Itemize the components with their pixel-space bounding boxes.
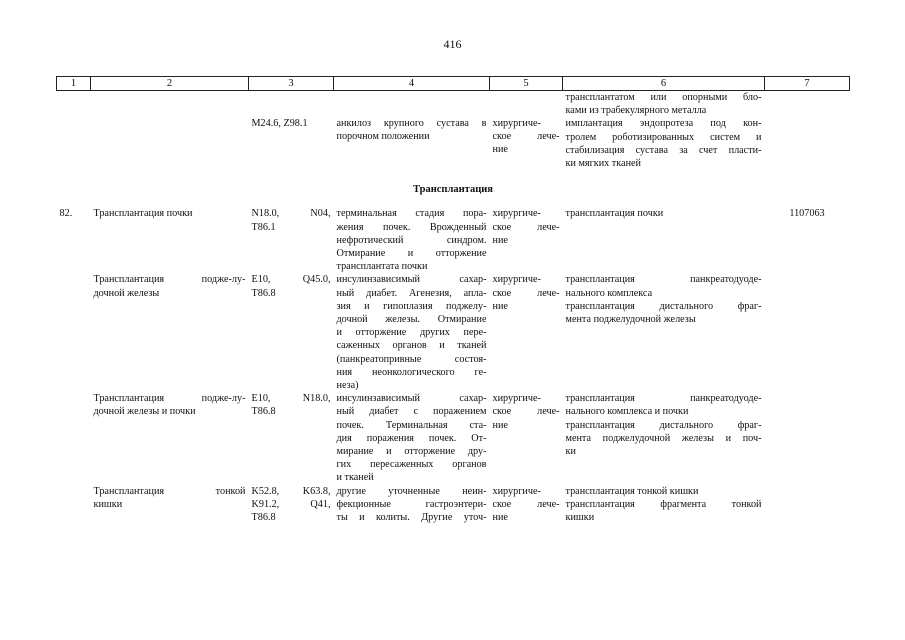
page-number: 416	[443, 37, 462, 51]
icd-code: T86.1	[251, 221, 276, 233]
intervention-name: лу-	[231, 393, 246, 405]
diagnosis-line: гих пересаженных органов	[336, 459, 487, 471]
diagnosis-line: неза)	[336, 380, 359, 392]
section-title: Трансплантация	[413, 184, 493, 196]
treatment-type: ние	[492, 512, 508, 524]
treatment-type: ское	[492, 406, 512, 418]
cost-value: 1107063	[789, 208, 825, 220]
treatment-type: ние	[492, 419, 508, 431]
icd-code: K63.8,	[302, 485, 331, 497]
icd-code: K52.8,	[251, 485, 280, 497]
icd-code: T86.8	[251, 512, 276, 524]
diagnosis-line: инсулинзависимый сахар-	[336, 274, 487, 286]
diagnosis-line: инсулинзависимый сахар-	[336, 393, 487, 405]
treatment-type: хирургиче-	[492, 208, 541, 220]
intervention-name: дочной железы и почки	[93, 406, 196, 418]
diagnosis-line: трансплантата почки	[336, 261, 428, 273]
diagnosis-line: зия и гипоплазия поджелу-	[336, 300, 487, 312]
diagnosis-line: нефротический синдром.	[336, 234, 487, 246]
method-line: трансплантация панкреатодуоде-	[565, 393, 762, 405]
diagnosis-line: мирание и отторжение дру-	[336, 446, 487, 458]
treatment-type: хирургиче-	[492, 393, 541, 405]
column-number-row	[57, 77, 850, 91]
diagnosis-line: порочном положении	[336, 131, 430, 143]
intervention-name: кишки	[93, 498, 123, 510]
column-number: 4	[334, 77, 490, 91]
table-row	[57, 207, 850, 273]
table-row	[57, 273, 850, 392]
diagnosis-line: анкилоз крупного сустава в	[336, 118, 487, 129]
icd-code: E10,	[251, 274, 271, 286]
diagnosis-line: и отторжение других пере-	[336, 327, 487, 339]
treatment-type: хирургиче-	[492, 274, 541, 286]
diagnosis-line: ния неонкологического ге-	[336, 366, 487, 378]
diagnosis-line: саженных органов и тканей	[336, 340, 487, 352]
treatment-type: ние	[492, 300, 508, 312]
diagnosis-line: и тканей	[336, 472, 374, 484]
diagnosis-line: ный диабет. Агенезия, апла-	[336, 287, 487, 299]
icd-code: N18.0,	[302, 393, 331, 405]
treatment-type: хирургиче-	[492, 118, 541, 129]
icd-codes: M24.6, Z98.1	[251, 118, 308, 129]
method-line: нального комплекса	[565, 287, 653, 299]
method-line: трансплантация фрагмента тонкой	[565, 498, 762, 510]
medical-care-table	[56, 76, 850, 524]
intervention-name: Трансплантация тонкой	[93, 485, 246, 497]
table-row	[57, 392, 850, 484]
diagnosis-line: фекционные гастроэнтери-	[336, 498, 487, 510]
method-line: нального комплекса и почки	[565, 406, 689, 418]
treatment-type: ское	[492, 131, 512, 143]
icd-code: T86.8	[251, 406, 276, 418]
diagnosis-line: почек. Терминальная ста-	[336, 419, 487, 431]
treatment-type: ское	[492, 498, 512, 510]
row-number: 82.	[59, 208, 73, 220]
column-number: 5	[490, 77, 563, 91]
method-line: трансплантация тонкой кишки	[565, 485, 699, 497]
treatment-type: ское	[492, 287, 512, 299]
diagnosis-line: дия поражения почек. От-	[336, 432, 487, 444]
intervention-name: лу-	[231, 274, 246, 286]
method-line: мента поджелудочной железы и поч-	[565, 432, 762, 444]
method-line: имплантация эндопротеза под кон-	[565, 118, 762, 130]
table-row	[57, 485, 850, 525]
continuation-row	[57, 91, 850, 181]
method-line: мента поджелудочной железы	[565, 314, 696, 326]
treatment-type: лече-	[537, 406, 560, 418]
treatment-type: хирургиче-	[492, 485, 541, 497]
icd-code: Q45.0,	[302, 274, 331, 286]
section-row	[57, 180, 850, 207]
method-line: трансплантация дистального фраг-	[565, 300, 762, 312]
intervention-name: Трансплантация почки	[93, 208, 193, 220]
method-line: ками из трабекулярного металла	[565, 105, 707, 117]
method-line: трансплантация дистального фраг-	[565, 419, 762, 431]
treatment-type: лече-	[537, 498, 560, 510]
diagnosis-line: (панкреатопривные состоя-	[336, 353, 487, 365]
icd-code: K91.2,	[251, 498, 280, 510]
icd-code: Q41,	[310, 498, 331, 510]
method-line: трансплантация панкреатодуоде-	[565, 274, 762, 286]
column-number: 3	[249, 77, 334, 91]
diagnosis-line: ты и колиты. Другие уточ-	[336, 512, 487, 524]
diagnosis-line: терминальная стадия пора-	[336, 208, 487, 220]
method-line: тролем роботизированных систем и	[565, 131, 762, 143]
column-number: 2	[91, 77, 249, 91]
diagnosis-line: дочной железы. Отмирание	[336, 314, 487, 326]
treatment-type: ние	[492, 234, 508, 246]
treatment-type: ние	[492, 144, 508, 156]
method-line: кишки	[565, 512, 595, 524]
treatment-type: лече-	[537, 131, 560, 143]
method-line: трансплантатом или опорными бло-	[565, 92, 762, 103]
treatment-type: лече-	[537, 221, 560, 233]
diagnosis-line: ный диабет с поражением	[336, 406, 487, 418]
icd-code: E10,	[251, 393, 271, 405]
column-number: 6	[563, 77, 765, 91]
method-line: ки мягких тканей	[565, 158, 641, 170]
diagnosis-line: другие уточненные неин-	[336, 485, 487, 497]
intervention-name: Трансплантация подже-	[93, 274, 232, 286]
treatment-type: лече-	[537, 287, 560, 299]
diagnosis-line: Отмирание и отторжение	[336, 248, 487, 260]
diagnosis-line: жения почек. Врожденный	[336, 221, 487, 233]
icd-code: N04,	[310, 208, 331, 220]
column-number: 7	[765, 77, 850, 91]
method-line: трансплантация почки	[565, 208, 664, 220]
method-line: ки	[565, 446, 576, 458]
intervention-name: дочной железы	[93, 287, 160, 299]
icd-code: N18.0,	[251, 208, 280, 220]
column-number: 1	[57, 77, 91, 91]
icd-code: T86.8	[251, 287, 276, 299]
intervention-name: Трансплантация подже-	[93, 393, 232, 405]
treatment-type: ское	[492, 221, 512, 233]
method-line: стабилизация сустава за счет пласти-	[565, 144, 762, 156]
